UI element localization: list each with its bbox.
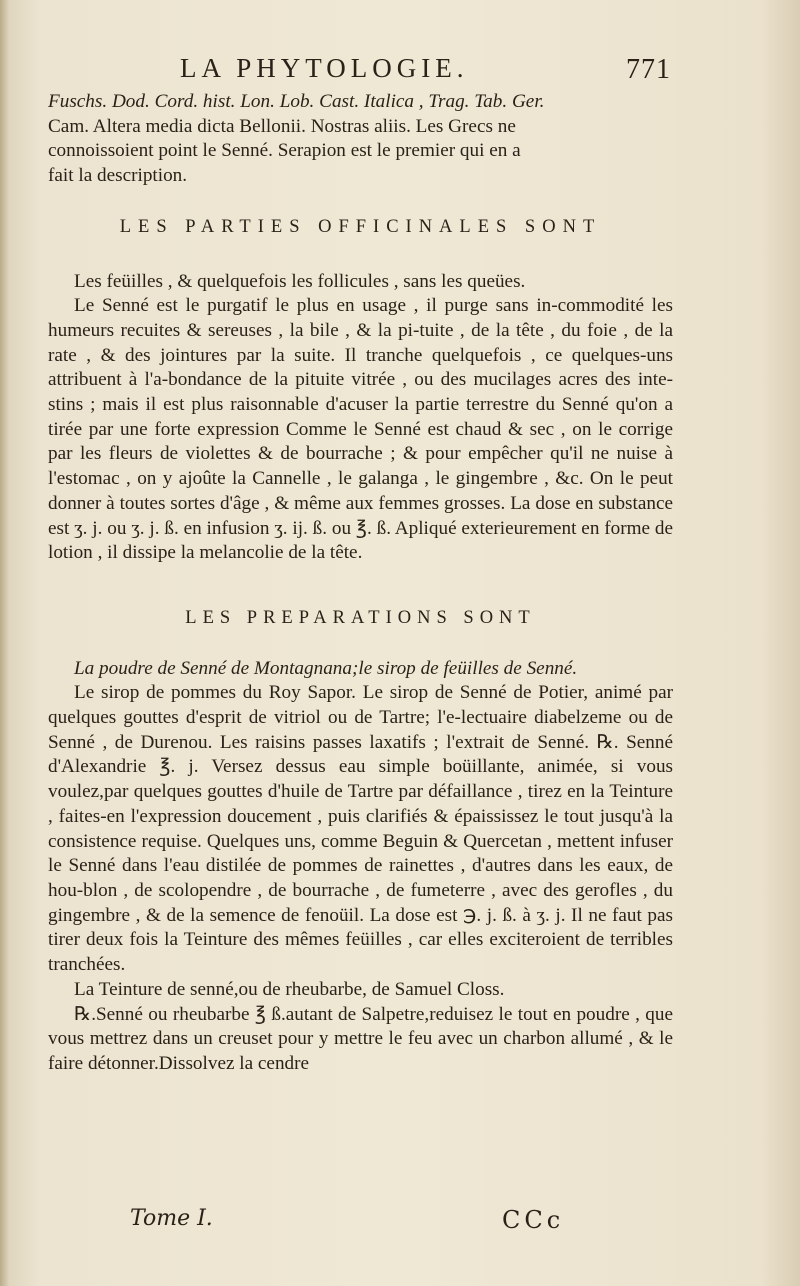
paragraph-senne-purgatif: Le Senné est le purgatif le plus en usage , il purge sans in-commodité les humeurs recuites & sereuses , la bile , & la pi-tuite , de la tête , du foie , de la rate , & des jointures par la suite. Il tranche quelquefois , ce quelques-uns attribuent à l'a-bondance de la pituite vitrée , ou des mucilages acres des inte-stins ; mais il est plus raisonnable d'acuser la partie terrestre du Senné qu'on a tirée par une forte expression Comme le Senné est chaud & sec , on le corrige par les fleurs de violettes & de bourrache ; & pour empêcher qu'il ne nuise à l'estomac , on y ajoûte la Cannelle , le galanga , le gingembre , &c. On le peut donner à toutes sortes d'âge , & même aux femmes grosses. La dose en substance est ʒ. j. ou ʒ. j. ß. en infusion ʒ. ij. ß. ou ℥. ß. Apliqué exterieurement en forme de lotion , il dissipe la melancolie de la tête. [48, 295, 673, 564]
paragraph-poudre: La poudre de Senné de Montagnana;le sirop de feüilles de Senné. [74, 657, 578, 679]
page-spine-shadow [0, 0, 10, 1286]
paragraph-sirop: Le sirop de pommes du Roy Sapor. Le sirop de Senné de Potier, animé par quelques gouttes d'esprit de vitriol ou de Tartre; l'e-lectuaire diabelzeme ou de Senné , de Durenou. Les raisins passes laxatifs ; l'extrait de Senné. ℞. Senné d'Alexandrie ℥. j. Versez dessus eau simple boüillante, animée, si vous voulez,par quelques gouttes d'huile de Tartre par défaillance , tirez en la Teinture , faites-en l'expression doucement , puis clarifiés & épaississez le tout jusqu'à la consistence requise. Quelques uns, comme Beguin & Quercetan , mettent infuser le Senné dans l'eau distilée de pommes de rainettes , d'autres dans les eaux, de hou-blon , de scolopendre , de bourrache , de fumeterre , avec des gerofles , du gingembre , & de la semence de fenoüil. La dose est ℈. j. ß. à ʒ. j. Il ne faut pas tirer deux fois la Teinture des mêmes feüilles , car elles exciteroient de terribles tranchées. [48, 682, 673, 976]
intro-line-4: fait la description. [48, 165, 188, 187]
signature-mark: CCc [502, 1206, 565, 1234]
volume-label: Tome I. [130, 1206, 213, 1231]
section-heading-parties: LES PARTIES OFFICINALES SONT [119, 216, 602, 237]
paragraph-parts: Les feüilles , & quelquefois les follicules , sans les queües. [74, 270, 526, 292]
paragraph-teinture: La Teinture de senné,ou de rheubarbe, de Samuel Closs. [74, 978, 505, 1000]
intro-line-1: Fuschs. Dod. Cord. hist. Lon. Lob. Cast. Italica , Trag. Tab. Ger. [48, 91, 545, 112]
section-heading-preparations: LES PREPARATIONS SONT [185, 607, 536, 628]
intro-line-3: connoissoient point le Senné. Serapion est le premier qui en a [48, 140, 521, 162]
running-header [48, 52, 673, 90]
running-title: LA PHYTOLOGIE. [180, 53, 469, 83]
page-footer [130, 1206, 690, 1234]
intro-line-2: Cam. Altera media dicta Bellonii. Nostras aliis. Les Grecs ne [48, 115, 516, 137]
paragraph-recette: ℞.Senné ou rheubarbe ℥ ß.autant de Salpetre,reduisez le tout en poudre , que vous mettrez dans un creuset pour y mettre le feu avec un charbon allumé , & le faire détonner.Dissolvez la cendre [48, 1003, 673, 1074]
page-number: 771 [626, 54, 671, 85]
page-content [48, 52, 673, 1077]
